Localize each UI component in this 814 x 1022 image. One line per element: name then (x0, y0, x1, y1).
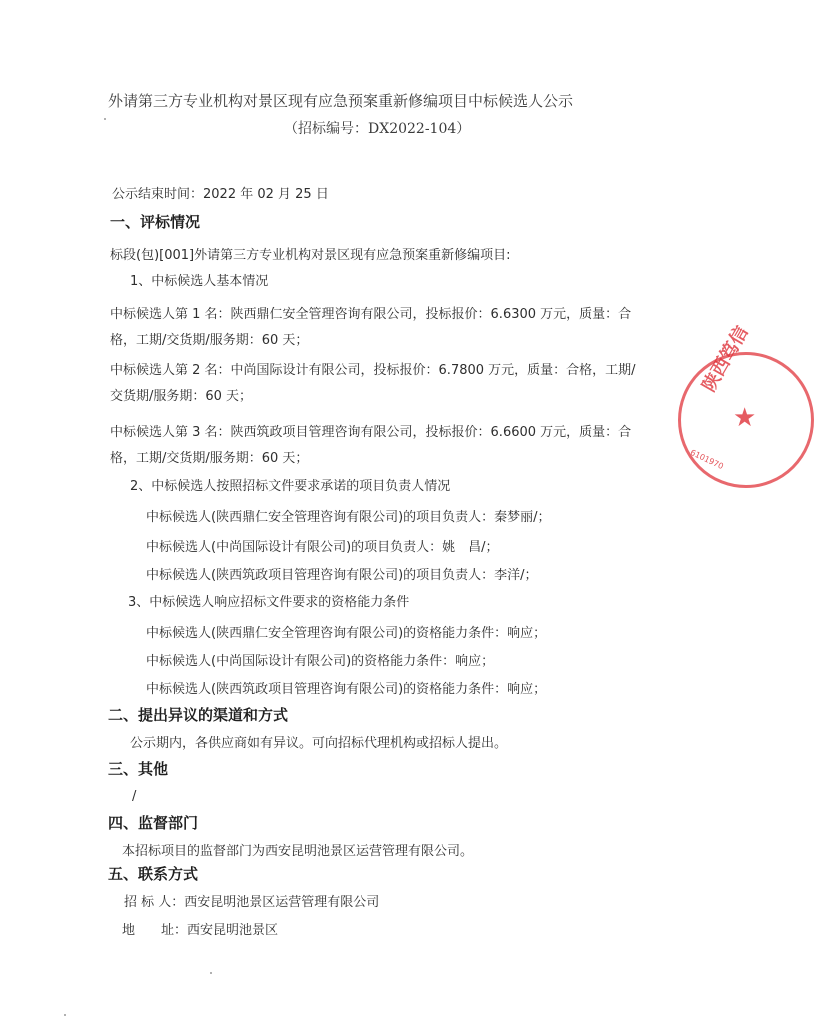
scan-speck (104, 118, 106, 120)
candidate-2-line-2: 交货期/服务期：60 天； (110, 389, 253, 404)
subheading-project-managers: 2、中标候选人按照招标文件要求承诺的项目负责人情况 (130, 479, 451, 494)
document-title: 外请第三方专业机构对景区现有应急预案重新修编项目中标候选人公示 (108, 92, 574, 110)
lot-line: 标段(包)[001]外请第三方专业机构对景区现有应急预案重新修编项目: (110, 248, 511, 263)
company-seal-stamp (678, 322, 814, 488)
contact-address: 地 址：西安昆明池景区 (122, 923, 279, 938)
section-heading-objection: 二、提出异议的渠道和方式 (108, 706, 289, 724)
section-heading-contact: 五、联系方式 (108, 865, 199, 883)
candidate-2-line-1: 中标候选人第 2 名：中尚国际设计有限公司，投标报价：6.7800 万元，质量：合格，工期/ (110, 363, 636, 378)
scan-speck (210, 972, 212, 974)
subheading-qualifications: 3、中标候选人响应招标文件要求的资格能力条件 (128, 595, 410, 610)
qualification-3: 中标候选人(陕西筑政项目管理咨询有限公司)的资格能力条件：响应； (146, 682, 547, 697)
qualification-2: 中标候选人(中尚国际设计有限公司)的资格能力条件：响应； (146, 654, 495, 669)
contact-tenderer: 招 标 人：西安昆明池景区运营管理有限公司 (124, 895, 380, 910)
seal-text: 陕西笃信 (698, 322, 753, 396)
seal-number: 6101970 (688, 447, 725, 472)
other-text: / (132, 789, 137, 804)
scan-speck (64, 1014, 66, 1016)
publication-end-time: 公示结束时间：2022 年 02 月 25 日 (112, 187, 329, 202)
project-manager-2: 中标候选人(中尚国际设计有限公司)的项目负责人：姚 昌/； (146, 540, 499, 555)
seal-star-icon: ★ (733, 403, 757, 433)
project-manager-3: 中标候选人(陕西筑政项目管理咨询有限公司)的项目负责人：李洋/； (146, 568, 538, 583)
section-heading-evaluation: 一、评标情况 (110, 213, 201, 231)
section-heading-other: 三、其他 (108, 760, 169, 778)
section-heading-supervision: 四、监督部门 (108, 814, 199, 832)
candidate-3-line-2: 格，工期/交货期/服务期：60 天； (110, 451, 309, 466)
candidate-3-line-1: 中标候选人第 3 名：陕西筑政项目管理咨询有限公司，投标报价：6.6600 万元，质量：合 (110, 425, 632, 440)
project-manager-1: 中标候选人(陕西鼎仁安全管理咨询有限公司)的项目负责人：秦梦丽/； (146, 510, 551, 525)
candidate-1-line-1: 中标候选人第 1 名：陕西鼎仁安全管理咨询有限公司，投标报价：6.6300 万元，质量：合 (110, 307, 632, 322)
document-subtitle: （招标编号：DX2022-104） (284, 121, 471, 137)
qualification-1: 中标候选人(陕西鼎仁安全管理咨询有限公司)的资格能力条件：响应； (146, 626, 547, 641)
candidate-1-line-2: 格，工期/交货期/服务期：60 天； (110, 333, 309, 348)
subheading-candidates: 1、中标候选人基本情况 (130, 274, 269, 289)
objection-text: 公示期内，各供应商如有异议。可向招标代理机构或招标人提出。 (130, 736, 508, 751)
supervision-text: 本招标项目的监督部门为西安昆明池景区运营管理有限公司。 (122, 844, 474, 859)
